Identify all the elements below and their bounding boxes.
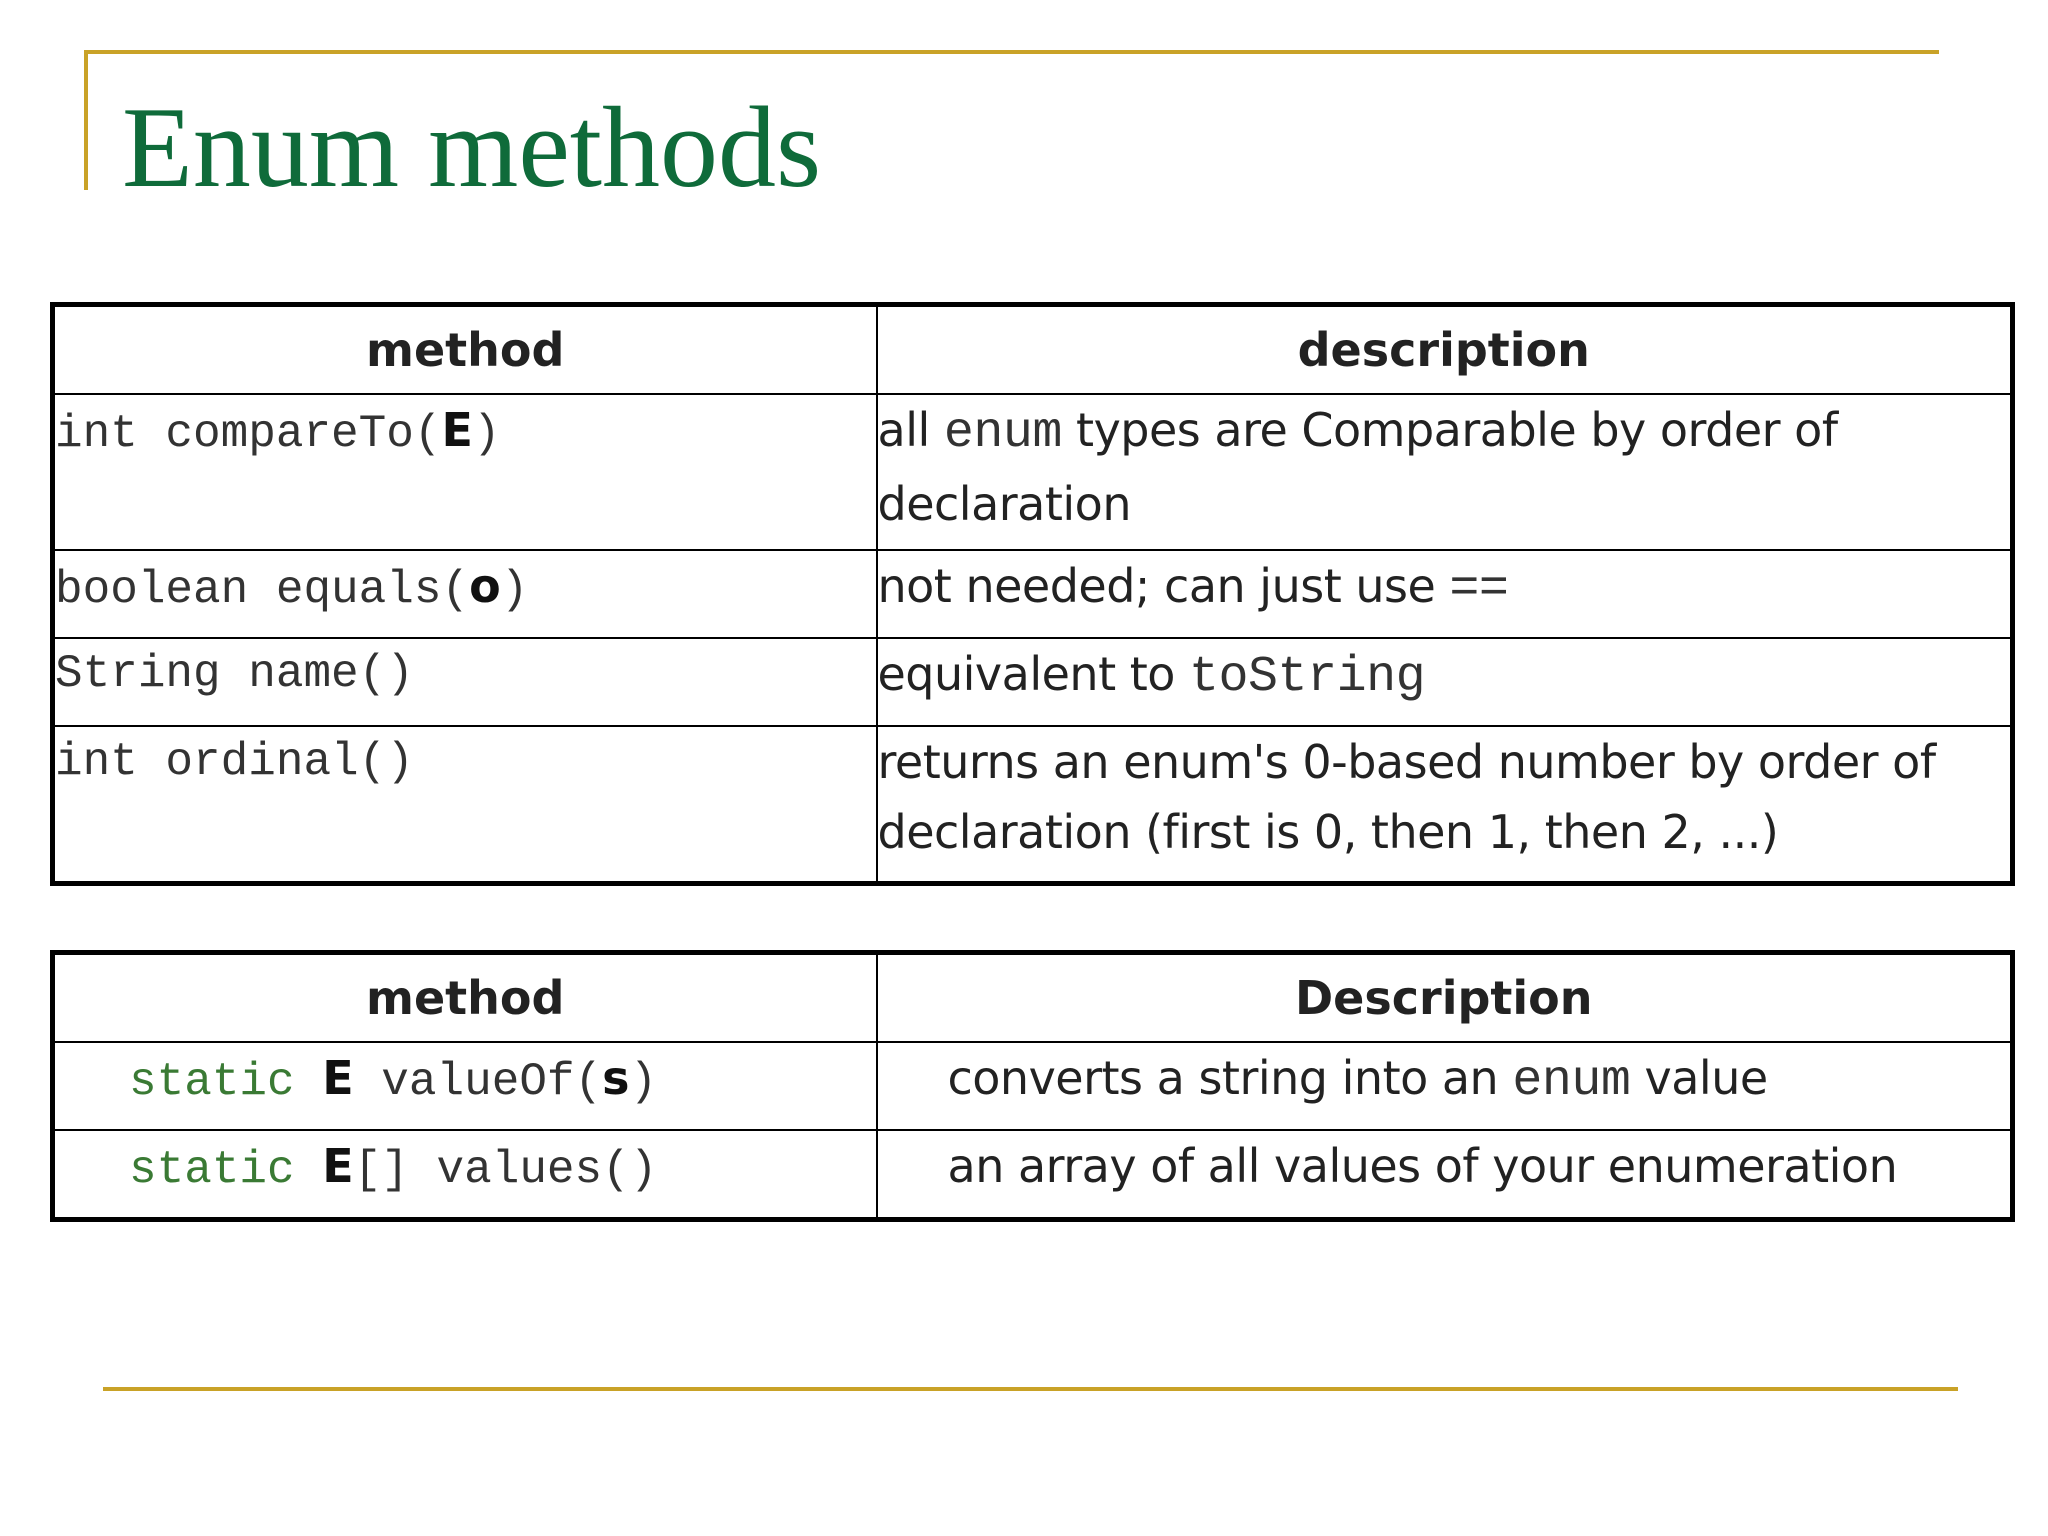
method-cell: [53, 1130, 877, 1220]
method-parameter: s: [602, 1051, 630, 1105]
table-row: [53, 1042, 2013, 1130]
method-signature: int compareTo(: [55, 408, 442, 460]
description-cell: [877, 1042, 2013, 1130]
description-code: enum: [1512, 1053, 1631, 1110]
description-code: toString: [1189, 649, 1426, 706]
instance-methods-table: [50, 302, 2015, 886]
method-column-header: method: [53, 305, 877, 395]
method-signature: int ordinal(): [55, 736, 414, 788]
method-column-header: method: [53, 953, 877, 1043]
top-rule: [84, 50, 1939, 54]
table-row: [53, 550, 2013, 638]
description-text: not needed; can just use: [877, 559, 1450, 613]
description-code: enum: [943, 405, 1062, 462]
method-cell: [53, 1042, 877, 1130]
method-signature: [] values(): [353, 1144, 658, 1196]
method-signature-end: ): [629, 1056, 658, 1108]
description-text: equivalent to: [877, 647, 1190, 701]
description-text-end: types are Comparable by order of declaration: [877, 403, 1838, 531]
description-cell: [877, 726, 2013, 884]
description-cell: [877, 394, 2013, 550]
method-cell: [53, 394, 877, 550]
static-methods-table: [50, 950, 2015, 1222]
bottom-rule: [103, 1387, 1958, 1391]
description-text: returns an enum's 0-based number by order of declaration (first is 0, then 1, then 2, ...): [877, 735, 1936, 859]
static-keyword: static: [129, 1056, 295, 1108]
method-signature: boolean equals(: [55, 564, 470, 616]
method-parameter: o: [469, 559, 501, 613]
table-row: [53, 1130, 2013, 1220]
method-signature-end: ): [472, 408, 501, 460]
method-parameter: E: [441, 403, 473, 457]
table-row: [53, 394, 2013, 550]
table-row: [53, 726, 2013, 884]
method-signature: String name(): [55, 648, 414, 700]
table-header-row: [53, 305, 2013, 395]
description-text: an array of all values of your enumeration: [947, 1139, 1898, 1193]
slide-title: Enum methods: [122, 84, 822, 212]
return-type: E: [322, 1051, 354, 1105]
return-type: E: [322, 1139, 354, 1193]
method-cell: [53, 726, 877, 884]
description-text-end: value: [1630, 1051, 1768, 1105]
description-cell: [877, 1130, 2013, 1220]
description-column-header: description: [877, 305, 2013, 395]
method-signature: valueOf(: [353, 1056, 603, 1108]
description-code: ==: [1449, 561, 1509, 618]
table-header-row: [53, 953, 2013, 1043]
table-row: [53, 638, 2013, 726]
description-cell: [877, 550, 2013, 638]
left-rule: [84, 50, 88, 190]
static-keyword: static: [129, 1144, 295, 1196]
description-cell: [877, 638, 2013, 726]
description-text: all: [877, 403, 944, 457]
description-column-header: Description: [877, 953, 2013, 1043]
method-signature-end: ): [500, 564, 529, 616]
description-text: converts a string into an: [947, 1051, 1513, 1105]
method-cell: [53, 550, 877, 638]
method-cell: [53, 638, 877, 726]
